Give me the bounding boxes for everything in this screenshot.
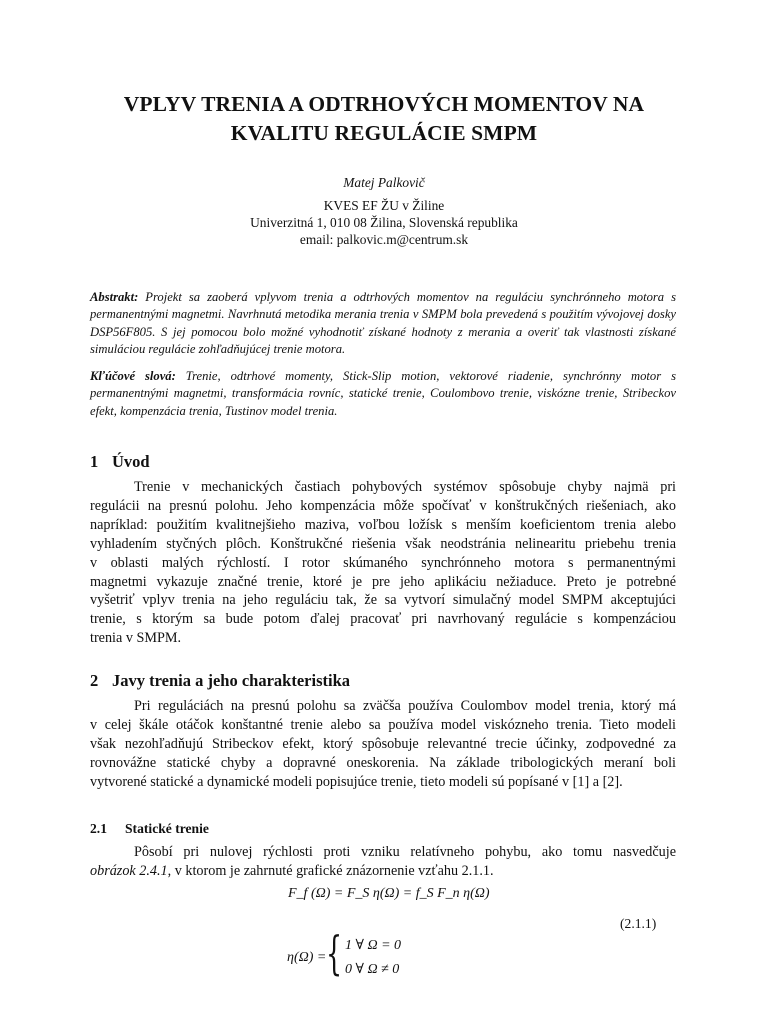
section-2-1-number: 2.1 [90, 821, 107, 836]
brace-icon: { [326, 926, 343, 980]
section-2-1-paragraph [90, 843, 676, 881]
paragraph-line: vyšetriť vplyv trenia na jeho reguláciu tak, že sa vytvorí simulačný model SMPM akceptujúci [90, 592, 676, 609]
paragraph-line: rovnovážne statické chyby a dopravné oneskorenia. Na základe tribologických meraní boli [90, 754, 676, 771]
equation-case-2: 0 ∀ Ω ≠ 0 [345, 962, 400, 977]
section-2-1-title: Statické trenie [125, 821, 209, 836]
section-1-title: Úvod [112, 452, 150, 471]
equation-2-1-1: F_f (Ω) = F_S η(Ω) = f_S F_n η(Ω) [288, 886, 490, 901]
paper-title [60, 90, 708, 148]
section-2-heading [90, 671, 350, 691]
equation-number: (2.1.1) [620, 916, 657, 931]
paragraph-line: v oblasti malých rýchlostí. I rotor skúmaného synchrónneho motora s permanentnými [90, 554, 676, 571]
author-email: email: palkovic.m@centrum.sk [299, 232, 469, 247]
paragraph-line: Pri reguláciách na presnú polohu sa zväčša používa Coulombov model trenia, ktorý má [134, 698, 676, 714]
equation-eta-lhs: η(Ω) = [287, 950, 327, 965]
author-block [100, 174, 668, 248]
paragraph-line: v celej škále otáčok konštantné trenie alebo sa používa model viskózneho trenia. Tieto modeli [90, 716, 676, 733]
figure-reference: obrázok 2.4.1 [90, 862, 168, 879]
abstract-text: Projekt sa zaoberá vplyvom trenia a odtrhových momentov na reguláciu synchrónneho motora s permanentnými magnetmi. Navrhnutá metodika merania trenia v SMPM bola prevedená s použitím vývojovej dosky DSP56F805. S jej pomocou bolo možné vyhodnotiť získané hodnoty z merania a overiť tak vlastnosti získané simuláciou regulácie zohľadňujúcej trenie motora. [90, 290, 676, 357]
paragraph-line: magnetmi vykazuje značné trenie, ktoré je pre jeho aplikáciu nežiaduce. Preto je potrebné [90, 573, 676, 590]
paragraph-line: trenia v SMPM. [90, 630, 182, 647]
equation-case-1: 1 ∀ Ω = 0 [345, 938, 402, 953]
author-name: Matej Palkovič [343, 175, 425, 190]
abstract [90, 289, 676, 359]
paragraph-line [90, 862, 676, 881]
paragraph-line: vyhladením styčných plôch. Konštrukčné riešenia však neodstránia nelinearitu priebehu trenia [90, 535, 676, 552]
keywords-label: Kľúčové slová: [90, 369, 176, 383]
section-2-1-heading [90, 820, 209, 838]
section-2-title: Javy trenia a jeho charakteristika [112, 671, 351, 690]
keywords-text: Trenie, odtrhové momenty, Stick-Slip motion, vektorové riadenie, synchrónny motor s permanentnými magnetmi, transformácia rovníc, statické trenie, Coulombovo trenie, viskózne trenie, Stribeckov efekt, kompenzácia trenia, Tustinov model trenia. [90, 369, 676, 418]
section-2-number: 2 [90, 671, 99, 690]
paragraph-line: regulácii na presnú polohu. Jeho kompenzácia môže spočívať v konštrukčných riešeniach, ako [90, 497, 676, 514]
paragraph-line: napríklad: použitím kvalitnejšieho maziva, voľbou ložísk s menším koeficientom trenia alebo [90, 516, 676, 533]
title-line-2: KVALITU REGULÁCIE SMPM [230, 121, 538, 145]
paragraph-line: Pôsobí pri nulovej rýchlosti proti vzniku relatívneho pohybu, ako tomu nasvedčuje [134, 844, 676, 860]
paragraph-line: vytvorené statické a dynamické modeli popisujúce trenie, tieto modeli sú popísané v [1] a [2]. [90, 773, 623, 790]
affiliation-address: Univerzitná 1, 010 08 Žilina, Slovenská republika [250, 215, 518, 230]
section-1-heading [90, 452, 150, 472]
abstract-label: Abstrakt: [90, 290, 139, 304]
section-1-paragraph [90, 478, 676, 648]
keywords [90, 368, 676, 420]
affiliation-dept: KVES EF ŽU v Žiline [323, 198, 445, 213]
paragraph-line: však nezohľadňujú Stribeckov efekt, ktorý spôsobuje relevantné trecie účinky, zodpovedné za [90, 735, 676, 752]
paragraph-line: trenie, s ktorým sa bude potom ďalej pracovať pri navrhovaný regulácie s kompenzáciou [90, 611, 676, 628]
title-line-1: VPLYV TRENIA A ODTRHOVÝCH MOMENTOV NA [123, 92, 645, 116]
section-1-number: 1 [90, 452, 99, 471]
paragraph-line: Trenie v mechanických častiach pohybových systémov spôsobuje chyby najmä pri [134, 479, 676, 495]
paragraph-line-rest: , v ktorom je zahrnuté grafické znázornenie vzťahu 2.1.1. [167, 862, 494, 879]
section-2-paragraph [90, 697, 676, 792]
